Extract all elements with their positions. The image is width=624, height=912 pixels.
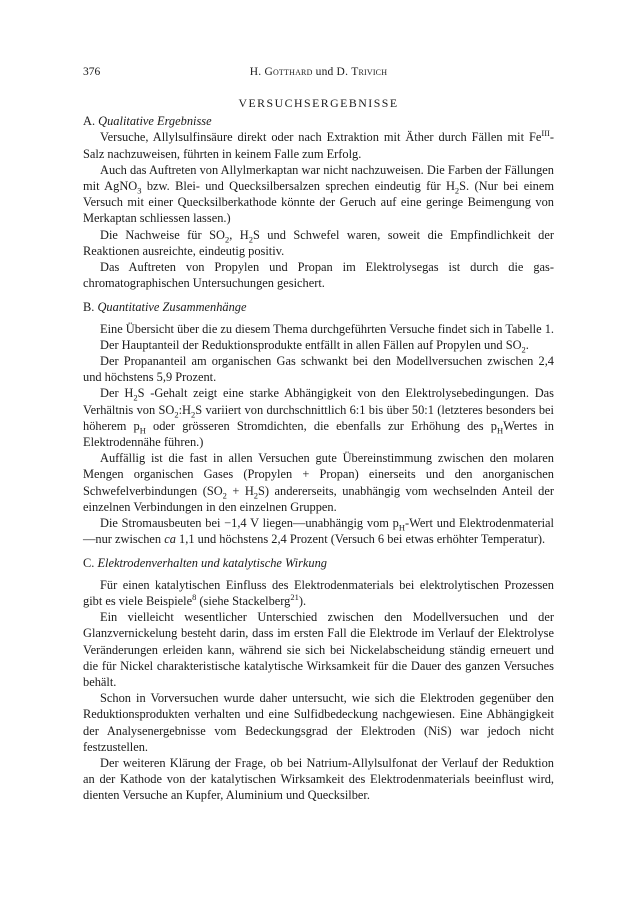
- text-run: Der H: [100, 386, 134, 401]
- section-b-heading: [83, 299, 554, 315]
- section-c-paragraph-4: Der weiteren Klärung der Frage, ob bei Natrium-Allylsulfonat der Verlauf der Reduktion an der Kathode von der katalytischen Wirksamkeit des Elektrodenmaterials beeinflust wird, dienten Versuche an Kupfer, Aluminium und Quecksilber.: [83, 755, 554, 803]
- section-a-paragraph-2: [83, 162, 554, 227]
- subscript: H: [398, 522, 406, 533]
- section-c-paragraph-3: Schon in Vorversuchen wurde daher untersucht, wie sich die Elektroden gegenüber den Reduktionsprodukten verhalten und eine Sulfidbedeckung nachgewiesen. Eine Abhängigkeit der Analysenergebnisse vom Bedeckungsgrad der Elektroden (NiS) war jedoch nicht festzustellen.: [83, 691, 554, 754]
- text-run: Auffällig ist die fast in allen Versuchen gute Übereinstimmung zwischen den molaren Mengen organischen Gases (Propylen + Propan) einerseits und den anorganischen Schwefelverbindungen (SO: [83, 451, 554, 498]
- subscript: 2: [133, 392, 138, 403]
- text-run: Versuche, Allylsulfinsäure direkt oder nach Extraktion mit Äther durch Fällen mit Fe: [100, 130, 542, 145]
- text-run: -Wert und Elektrodenmaterial—nur zwischen: [83, 516, 554, 547]
- text-run: :H: [178, 402, 191, 417]
- section-a-letter: A.: [83, 114, 96, 129]
- text-run: oder grösseren Stromdichten, die ebenfalls zur Erhöhung des p: [145, 418, 497, 433]
- section-b-letter: B.: [83, 300, 95, 315]
- section-a-heading: [83, 113, 554, 129]
- citation-superscript: 8: [192, 591, 197, 602]
- text-run: Die Nachweise für SO: [100, 227, 225, 242]
- section-b-paragraph-6: [83, 515, 554, 547]
- text-run: S -Gehalt zeigt eine starke Abhängigkeit von den Elektrolysebedingungen. Das Verhältnis von SO: [83, 386, 555, 417]
- text-run: (siehe Stackelberg: [196, 593, 291, 608]
- section-c-letter: C.: [83, 556, 95, 571]
- section-a-paragraph-3: [83, 227, 554, 259]
- italic-ca: ca: [164, 532, 176, 547]
- subscript: H: [139, 425, 146, 436]
- section-b-paragraph-3: Der Propananteil am organischen Gas schwankt bei den Modellversuchen zwischen 2,4 und höchstens 5,9 Prozent.: [83, 354, 554, 385]
- text-run: + H: [226, 483, 254, 498]
- section-b-paragraph-1: Eine Übersicht über die zu diesem Thema durchgeführten Versuche findet sich in Tabelle 1.: [100, 321, 554, 336]
- subscript: 2: [253, 490, 259, 501]
- text-run: Für einen katalytischen Einfluss des Elektrodenmaterials bei elektrolytischen Prozessen gibt es viele Beispiele: [83, 577, 554, 608]
- section-b-paragraph-2: [83, 337, 554, 353]
- text-run: bzw. Blei- und Quecksilbersalzen sprechen eindeutig für H: [141, 179, 455, 194]
- results-title: VERSUCHSERGEBNISSE: [238, 96, 399, 110]
- section-a-paragraph-1: [83, 129, 554, 161]
- subscript: 2: [521, 344, 526, 355]
- authors-joiner: und D.: [312, 66, 352, 78]
- section-c-paragraph-2: Ein vielleicht wesentlicher Unterschied zwischen den Modellversuchen und der Glanzvernickelung besteht darin, dass im ersten Fall die Elektrode im Verlauf der Elektrolyse Veränderungen erleiden kann, während sie sich bei Nickelabscheidung ständig erneuert und die für Nickel charakteristische katalytische Wirksamkeit für die Dauer des ganzen Versuches behält.: [83, 610, 554, 689]
- section-a-title: Qualitative Ergebnisse: [98, 114, 212, 129]
- running-authors: [83, 66, 554, 78]
- superscript: III: [541, 128, 550, 139]
- section-c-heading: [83, 555, 554, 571]
- text-run: Die Stromausbeuten bei −1,4 V liegen—unabhängig vom p: [100, 516, 399, 531]
- page-number: 376: [83, 66, 101, 78]
- section-b-title: Quantitative Zusammenhänge: [97, 300, 247, 315]
- text-run: 1,1 und höchstens 2,4 Prozent (Versuch 6 bei etwas erhöhter Temperatur).: [175, 532, 546, 547]
- text-run: S und Schwefel waren, soweit die Empfindlichkeit der Reaktionen ausreichte, eindeutig positiv.: [83, 227, 554, 258]
- text-run: S) andererseits, unabhängig vom wechselnden Anteil der einzelnen Verbindungen in den einzelnen Gruppen.: [83, 483, 555, 514]
- subscript: H: [496, 425, 504, 436]
- subscript: 2: [174, 409, 179, 420]
- article-body: [83, 95, 554, 804]
- section-c-title: Elektrodenverhalten und katalytische Wirkung: [97, 556, 327, 571]
- text-run: S. (Nur bei einem Versuch mit einer Quecksilberkathode könnte der Geruch auf eine geringe Beimengung von Merkaptan schliessen lassen.): [83, 179, 554, 226]
- subscript: 2: [224, 234, 230, 245]
- subscript: 2: [190, 409, 196, 420]
- subscript: 2: [454, 185, 460, 196]
- subscript: 3: [137, 185, 142, 196]
- section-b-paragraph-4: [83, 385, 554, 450]
- text-run: -Salz nachzuweisen, führten in keinem Falle zum Erfolg.: [83, 130, 554, 161]
- text-run: .: [525, 337, 529, 352]
- subscript: 2: [222, 490, 227, 501]
- text-run: , H: [229, 227, 249, 242]
- subscript: 2: [248, 234, 253, 245]
- text-run: S variiert von durchschnittlich 6:1 bis über 50:1 (letzteres besonders bei höherem p: [83, 402, 554, 433]
- text-run: ).: [298, 593, 307, 608]
- section-c-paragraph-1: [83, 577, 554, 609]
- section-a-paragraph-4: Das Auftreten von Propylen und Propan im Elektrolysegas ist durch die gas-chromatographischen Untersuchungen gesichert.: [83, 260, 554, 291]
- text-run: Der Hauptanteil der Reduktionsprodukte entfällt in allen Fällen auf Propylen und SO: [100, 337, 522, 352]
- section-b-paragraph-5: [83, 450, 554, 515]
- authors-prefix: H.: [249, 66, 265, 78]
- text-run: Wertes in Elektrodennähe führen.): [83, 418, 555, 450]
- author-trivich: Trivich: [351, 66, 388, 78]
- citation-superscript: 21: [290, 591, 299, 602]
- text-run: Auch das Auftreten von Allylmerkaptan war nicht nachzuweisen. Die Farben der Fällungen mit AgNO: [83, 162, 554, 194]
- author-gotthard: Gotthard: [264, 66, 313, 78]
- running-header: [83, 66, 554, 82]
